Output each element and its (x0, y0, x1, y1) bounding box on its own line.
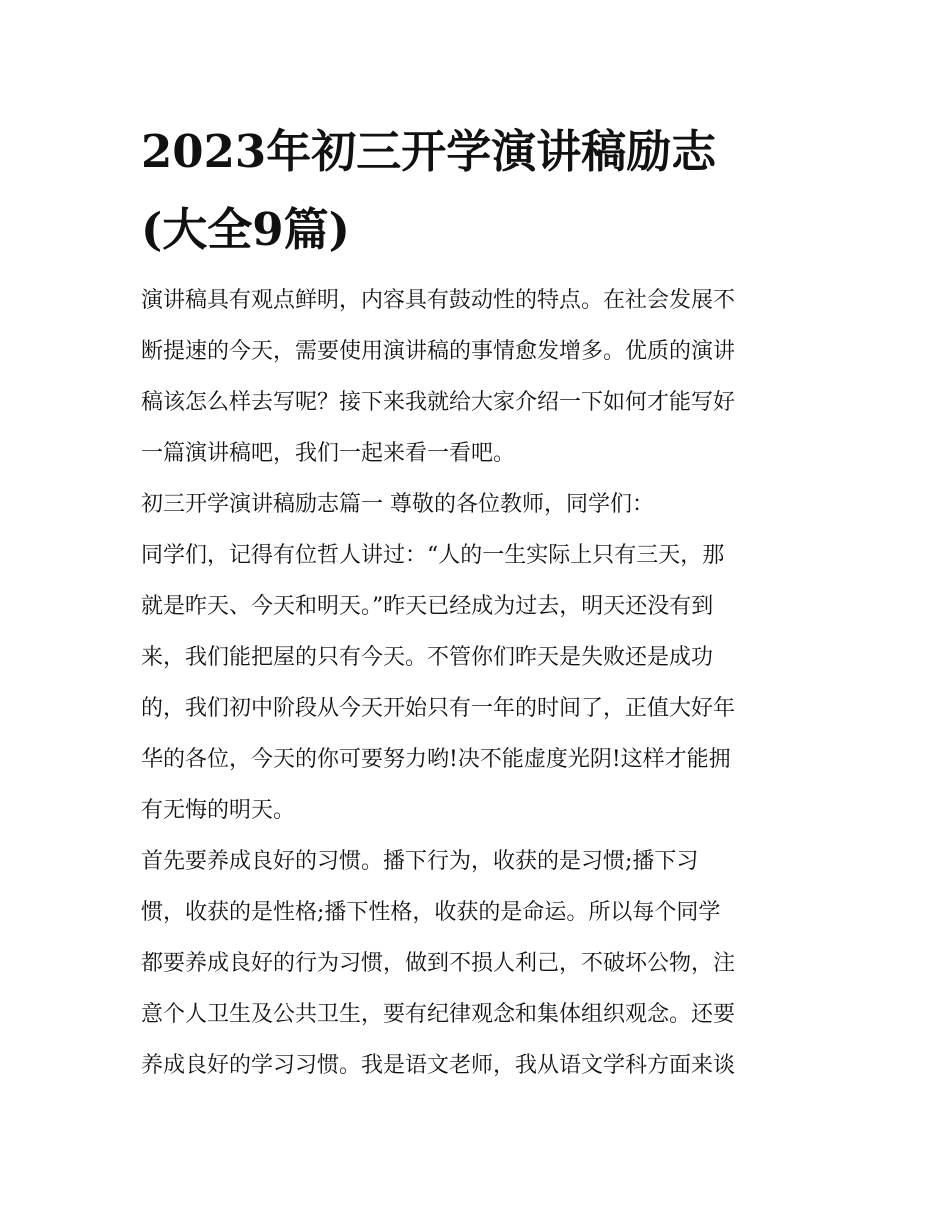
text-line: 意个人卫生及公共卫生，要有纪律观念和集体组织观念。还要 (141, 1002, 736, 1027)
text-line: 同学们，记得有位哲人讲过：“人的一生实际上只有三天，那 (141, 543, 725, 568)
title-line-2: (大全9篇) (141, 203, 350, 256)
paragraph-2 (141, 839, 813, 1094)
document-body (141, 278, 813, 1094)
text-line: 演讲稿具有观点鲜明，内容具有鼓动性的特点。在社会发展不 (141, 288, 736, 313)
text-line: 养成良好的学习习惯。我是语文老师，我从语文学科方面来谈 (141, 1053, 736, 1078)
text-line: 就是昨天、今天和明天。”昨天已经成为过去，明天还没有到 (141, 594, 714, 619)
paragraph-1 (141, 533, 813, 839)
title-line-1: 2023年初三开学演讲稿励志 (141, 125, 717, 178)
text-line: 都要养成良好的行为习惯，做到不损人利己，不破坏公物，注 (141, 951, 736, 976)
text-line: 稿该怎么样去写呢？接下来我就给大家介绍一下如何才能写好 (141, 390, 736, 415)
text-line: 华的各位，今天的你可要努力哟!决不能虚度光阴!这样才能拥 (141, 747, 731, 772)
paragraph-heading (141, 482, 813, 533)
paragraph-intro (141, 278, 813, 482)
text-line: 首先要养成良好的习惯。播下行为，收获的是习惯;播下习 (141, 849, 699, 874)
text-line: 一篇演讲稿吧，我们一起来看一看吧。 (141, 441, 516, 466)
text-line: 惯，收获的是性格;播下性格，收获的是命运。所以每个同学 (141, 900, 721, 925)
text-line: 有无悔的明天。 (141, 798, 296, 823)
text-line: 初三开学演讲稿励志篇一 尊敬的各位教师，同学们： (141, 492, 654, 517)
text-line: 来，我们能把屋的只有今天。不管你们昨天是失败还是成功 (141, 645, 714, 670)
document-title (141, 113, 813, 269)
text-line: 的，我们初中阶段从今天开始只有一年的时间了，正值大好年 (141, 696, 736, 721)
text-line: 断提速的今天，需要使用演讲稿的事情愈发增多。优质的演讲 (141, 339, 736, 364)
